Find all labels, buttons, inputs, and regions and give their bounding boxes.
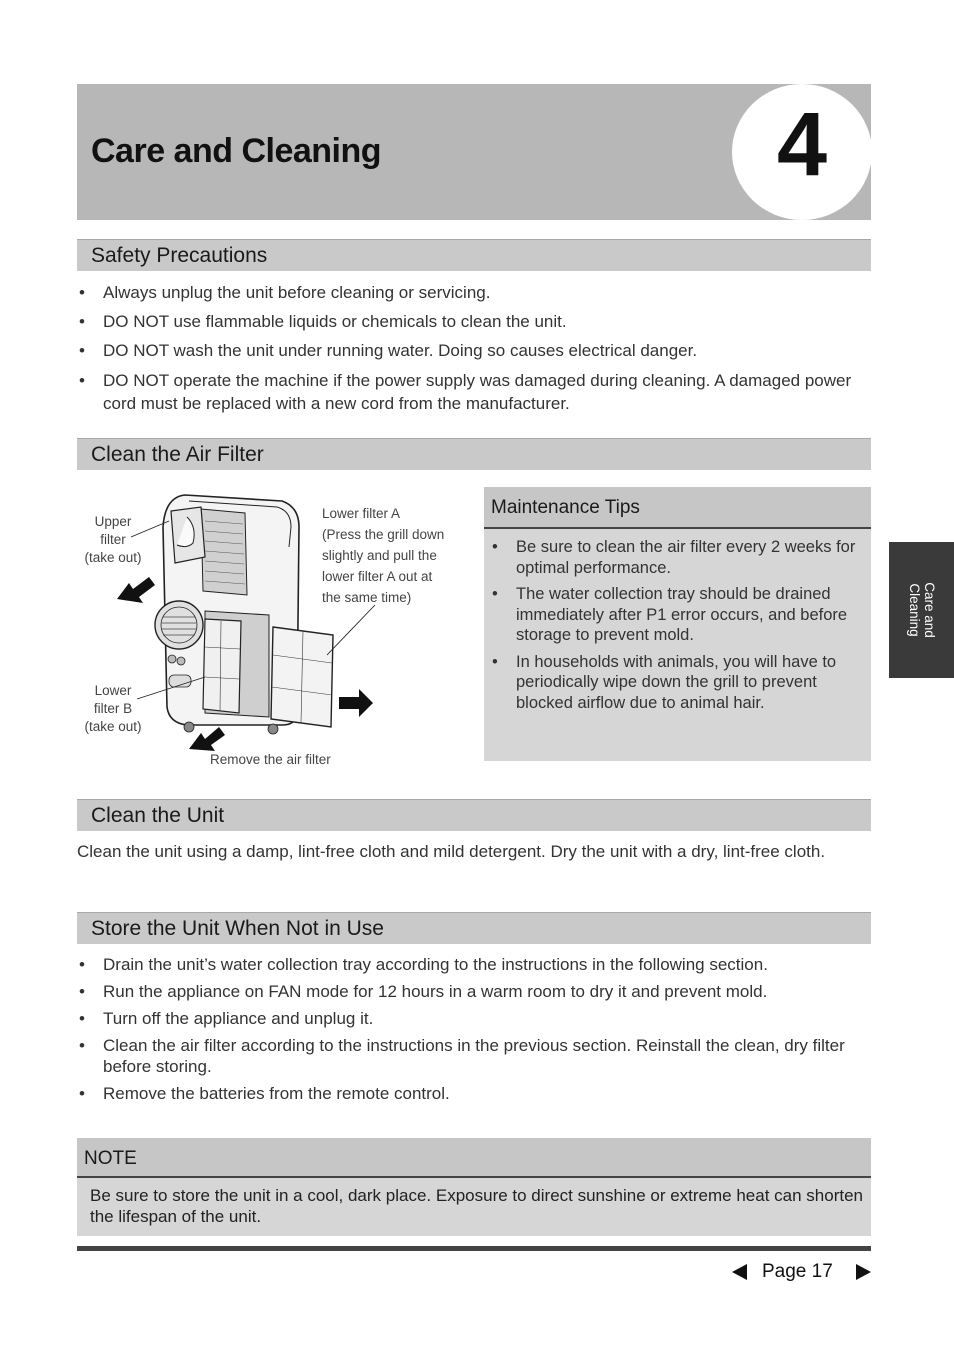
store-unit-heading: Store the Unit When Not in Use <box>91 917 384 940</box>
chapter-header <box>77 84 871 220</box>
list-item: • Remove the batteries from the remote control. <box>77 1083 871 1104</box>
list-item: • The water collection tray should be drained immediately after P1 error occurs, and before storage to prevent mold. <box>490 584 860 646</box>
next-page-icon[interactable] <box>856 1264 871 1280</box>
list-item: • DO NOT use flammable liquids or chemicals to clean the unit. <box>77 311 871 332</box>
list-item: • Be sure to clean the air filter every 2 weeks for optimal performance. <box>490 537 860 578</box>
air-filter-heading: Clean the Air Filter <box>91 443 264 466</box>
clean-unit-heading: Clean the Unit <box>91 804 225 827</box>
page-number: Page 17 <box>762 1261 833 1282</box>
arrow-lower-a-icon <box>339 689 373 717</box>
safety-heading-bar <box>77 239 871 271</box>
note-text: Be sure to store the unit in a cool, dark place. Exposure to direct sunshine or extreme heat can shorten the lifespan of the unit. <box>90 1186 863 1226</box>
store-unit-heading-bar <box>77 912 871 944</box>
list-item: • In households with animals, you will have to periodically wipe down the grill to prevent blocked airflow due to animal hair. <box>490 652 860 714</box>
safety-heading: Safety Precautions <box>91 244 268 267</box>
maintenance-tips-box <box>484 487 871 761</box>
maintenance-tips-header <box>484 487 871 529</box>
lower-filter-a-label: Lower filter A (Press the grill down slightly and pull the lower filter A out at the same time) <box>322 506 445 605</box>
arrow-lower-b-icon <box>189 727 225 751</box>
page-navigation <box>732 1260 872 1286</box>
maintenance-tips-heading: Maintenance Tips <box>491 497 640 518</box>
side-tab-label: Care and Cleaning <box>906 582 937 638</box>
store-unit-list <box>77 954 871 1104</box>
list-item: • Always unplug the unit before cleaning or servicing. <box>77 282 871 303</box>
footer-divider <box>77 1246 871 1251</box>
previous-page-icon[interactable] <box>732 1264 747 1280</box>
note-heading: NOTE <box>84 1148 137 1169</box>
chapter-number: 4 <box>776 95 828 195</box>
upper-filter-label: Upper filter (take out) <box>84 514 142 565</box>
list-item: • Clean the air filter according to the instructions in the previous section. Reinstall the clean, dry filter before storing. <box>77 1035 871 1077</box>
chapter-badge <box>732 84 871 220</box>
safety-list <box>77 282 871 415</box>
list-item: • Turn off the appliance and unplug it. <box>77 1008 871 1029</box>
lower-filter-b-label: Lower filter B (take out) <box>84 683 142 734</box>
side-tab[interactable] <box>889 542 954 678</box>
figure-caption: Remove the air filter <box>210 752 331 767</box>
note-body <box>77 1178 871 1236</box>
clean-unit-heading-bar <box>77 799 871 831</box>
page-title: Care and Cleaning <box>91 132 382 170</box>
note-header <box>77 1138 871 1178</box>
maintenance-tips-list <box>490 537 860 719</box>
list-item: • Run the appliance on FAN mode for 12 hours in a warm room to dry it and prevent mold. <box>77 981 871 1002</box>
air-filter-heading-bar <box>77 438 871 470</box>
list-item: • Drain the unit’s water collection tray according to the instructions in the following section. <box>77 954 871 975</box>
list-item: • DO NOT wash the unit under running water. Doing so causes electrical danger. <box>77 340 871 361</box>
air-filter-figure <box>77 487 472 772</box>
arrow-upper-icon <box>117 577 155 603</box>
list-item: • DO NOT operate the machine if the power supply was damaged during cleaning. A damaged power cord must be replaced with a new cord from the manufacturer. <box>77 369 871 415</box>
clean-unit-text: Clean the unit using a damp, lint-free cloth and mild detergent. Dry the unit with a dry, lint-free cloth. <box>77 842 826 861</box>
